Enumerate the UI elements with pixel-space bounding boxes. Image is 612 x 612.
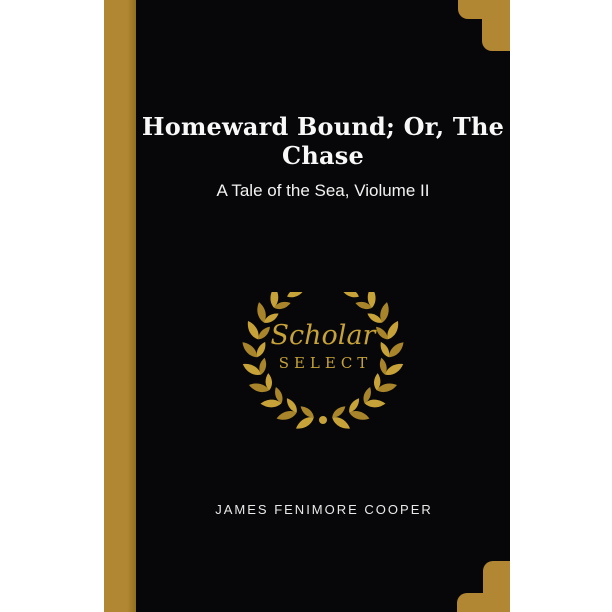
- book-title-line-1: Homeward Bound; Or, The: [141, 112, 505, 141]
- book-title: [136, 112, 510, 170]
- logo-brand-tagline: SELECT: [278, 354, 373, 372]
- logo-brand-name: Scholar: [270, 320, 376, 351]
- book-author: JAMES FENIMORE COOPER: [215, 502, 433, 517]
- wreath-bottom-dot: [319, 416, 327, 424]
- book-title-line-2: Chase: [282, 141, 364, 170]
- scholar-select-logo: [228, 292, 418, 430]
- spine-accent-stripe: [104, 0, 136, 612]
- cover-content: [136, 0, 510, 612]
- book-subtitle: A Tale of the Sea, Violume II: [216, 181, 430, 200]
- book-cover: [104, 0, 510, 612]
